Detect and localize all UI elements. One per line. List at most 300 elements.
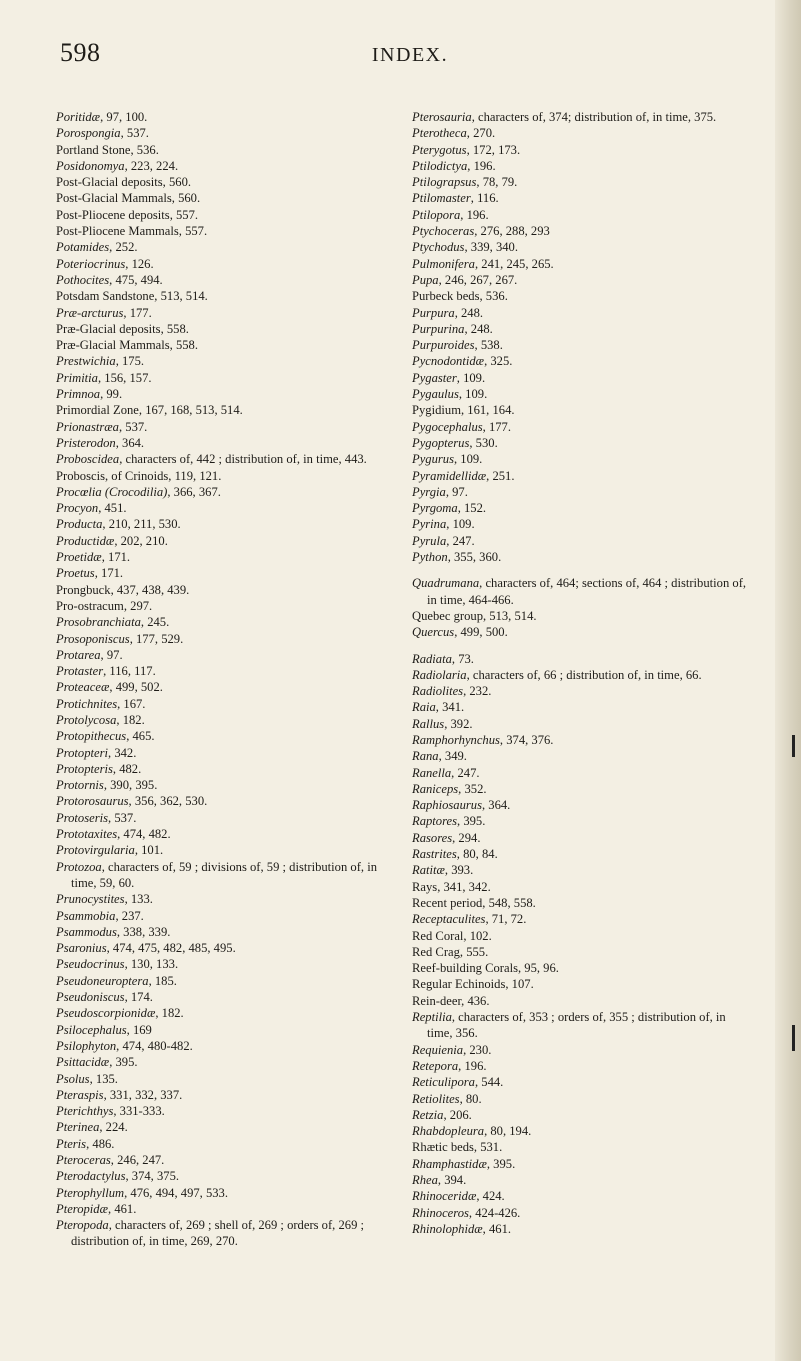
entry-term: Pteris <box>56 1136 87 1151</box>
index-entry <box>56 1136 394 1152</box>
index-entry <box>412 716 754 732</box>
entry-references: , 499, 502. <box>109 680 163 695</box>
index-entry <box>56 810 394 826</box>
index-entry <box>412 386 754 402</box>
entry-term: Prionastræa <box>56 419 119 434</box>
index-entry <box>412 830 754 846</box>
entry-references: , 80, 84. <box>456 847 498 862</box>
entry-references: , 99. <box>100 387 123 402</box>
entry-term: Red Crag, 555. <box>412 944 489 959</box>
entry-term: Ptilopora <box>412 207 461 222</box>
entry-references: , 97. <box>100 647 123 662</box>
index-entry <box>56 956 394 972</box>
index-entry <box>56 565 394 581</box>
index-entry <box>56 826 394 842</box>
entry-term: Purpura <box>412 305 455 320</box>
index-entry <box>412 813 754 829</box>
index-entry <box>412 846 754 862</box>
index-entry <box>56 598 394 614</box>
entry-term: Purpurina <box>412 321 465 336</box>
entry-term: Psilocephalus <box>56 1022 127 1037</box>
entry-term: Psammobia <box>56 908 116 923</box>
index-entry <box>412 765 754 781</box>
index-entry <box>56 761 394 777</box>
entry-references: , 237. <box>115 908 144 923</box>
index-entry <box>56 1119 394 1135</box>
index-entry <box>56 924 394 940</box>
entry-term: Rhinoceros <box>412 1205 469 1220</box>
entry-term: Producta <box>56 517 103 532</box>
index-entry <box>412 353 754 369</box>
entry-term: Pterosauria <box>412 110 472 124</box>
entry-references: , 171. <box>94 566 124 581</box>
index-entry <box>412 223 754 239</box>
index-entry <box>412 533 754 549</box>
entry-term: Rhamphastidæ <box>412 1156 487 1171</box>
entry-term: Pterotheca <box>412 126 467 141</box>
index-entry <box>412 125 754 141</box>
entry-references: , 80. <box>459 1091 482 1106</box>
entry-term: Prunocystites <box>56 892 125 907</box>
entry-term: Proteaceæ <box>56 680 110 695</box>
index-entry <box>56 1022 394 1038</box>
entry-term: Protoseris <box>56 810 109 825</box>
index-entry <box>56 631 394 647</box>
entry-references: , 451. <box>98 501 127 516</box>
entry-term: Quadrumana <box>412 576 480 591</box>
entry-term: Prosoponiscus <box>56 631 130 646</box>
entry-term: Prestwichia <box>56 354 116 369</box>
index-entry <box>412 190 754 206</box>
index-entry <box>412 321 754 337</box>
entry-term: Pyramidellidæ <box>412 468 487 483</box>
index-entry <box>412 895 754 911</box>
index-entry <box>56 239 394 255</box>
entry-references: , 461. <box>482 1221 512 1236</box>
index-entry <box>412 1091 754 1107</box>
entry-references: , 241, 245, 265. <box>474 256 554 271</box>
entry-references: , 341. <box>435 700 465 715</box>
entry-term: Ptychoceras <box>412 224 475 239</box>
entry-term: Ratitæ <box>412 863 445 878</box>
entry-term: Proetidæ <box>56 550 102 565</box>
entry-references: , 461. <box>108 1201 137 1216</box>
index-entry <box>412 1205 754 1221</box>
index-entry <box>56 647 394 663</box>
entry-term: Python <box>412 550 448 565</box>
entry-term: Primitia <box>56 370 98 385</box>
entry-references: , 167. <box>117 696 146 711</box>
entry-term: Post-Pliocene deposits, 557. <box>56 207 199 222</box>
entry-term: Purbeck beds, 536. <box>412 289 508 304</box>
entry-references: , 109. <box>456 370 486 385</box>
entry-term: Præ-arcturus <box>56 305 124 320</box>
entry-term: Pterygotus <box>412 142 467 157</box>
index-entry <box>56 125 394 141</box>
index-entry <box>56 288 394 304</box>
index-entry <box>56 402 394 418</box>
index-entry <box>412 944 754 960</box>
index-entry <box>412 911 754 927</box>
entry-references: , 133. <box>124 892 153 907</box>
entry-term: Pygocephalus <box>412 419 483 434</box>
entry-references: , characters of, 464; sections of, 464 ; distribution of, in time, 464-466. <box>427 576 747 607</box>
index-entry <box>56 272 394 288</box>
entry-term: Ptilomaster <box>412 191 471 206</box>
entry-references: , 126. <box>125 256 154 271</box>
index-entry <box>412 402 754 418</box>
index-entry <box>412 207 754 223</box>
entry-term: Rein-deer, 436. <box>412 993 490 1008</box>
entry-references: , 196. <box>460 207 489 222</box>
entry-term: Psolus <box>56 1071 90 1086</box>
entry-references: , 338, 339. <box>116 924 171 939</box>
entry-references: , 325. <box>484 354 513 369</box>
entry-references: , 331, 332, 337. <box>103 1087 183 1102</box>
entry-term: Posidonomya <box>56 158 125 173</box>
entry-references: , 196. <box>467 158 496 173</box>
index-entry <box>56 1087 394 1103</box>
entry-references: , 177. <box>482 419 511 434</box>
entry-references: , 474, 482. <box>117 827 171 842</box>
entry-references: , 182. <box>155 1006 184 1021</box>
entry-references: , 270. <box>466 126 496 141</box>
index-entry <box>412 484 754 500</box>
index-column-right <box>412 109 754 1237</box>
index-entry <box>412 993 754 1009</box>
entry-references: , 109. <box>453 452 483 467</box>
entry-term: Raniceps <box>412 781 459 796</box>
entry-term: Proetus <box>56 566 95 581</box>
index-entry <box>56 142 394 158</box>
entry-term: Protornis <box>56 778 104 793</box>
entry-term: Pterophyllum <box>56 1185 125 1200</box>
entry-references: , 499, 500. <box>454 625 508 640</box>
entry-term: Rhea <box>412 1173 438 1187</box>
entry-references: , 182. <box>116 712 145 727</box>
entry-references: , 185. <box>148 973 177 988</box>
index-entry <box>56 223 394 239</box>
page-number: 598 <box>60 38 101 67</box>
entry-references: , 538. <box>474 338 503 353</box>
entry-term: Pteroceras <box>56 1153 111 1167</box>
entry-references: , 465. <box>126 729 155 744</box>
entry-references: , 366, 367. <box>167 484 221 499</box>
entry-references: , 374, 376. <box>499 732 554 747</box>
index-entry <box>56 174 394 190</box>
entry-term: Protolycosa <box>56 712 117 727</box>
entry-references: , 342. <box>108 745 137 760</box>
index-entry <box>412 142 754 158</box>
entry-term: Protichnites <box>56 696 118 711</box>
entry-term: Retzia <box>412 1107 444 1122</box>
entry-references: , 392. <box>444 716 473 731</box>
entry-references: , 73. <box>451 651 474 666</box>
entry-references: , 339, 340. <box>464 240 518 255</box>
index-entry <box>412 1139 754 1155</box>
entry-references: , 486. <box>86 1136 115 1151</box>
entry-term: Pseudoniscus <box>56 990 125 1005</box>
index-entry <box>412 1042 754 1058</box>
index-entry <box>56 321 394 337</box>
index-entry <box>412 862 754 878</box>
entry-term: Rastrites <box>412 847 457 862</box>
entry-term: Quebec group, 513, 514. <box>412 608 537 623</box>
index-entry <box>56 533 394 549</box>
entry-references: , characters of, 59 ; divisions of, 59 ; distribution of, in time, 59, 60. <box>71 859 377 890</box>
section-gap <box>412 641 754 651</box>
index-entry <box>56 1168 394 1184</box>
index-entry <box>56 484 394 500</box>
entry-references: , 172, 173. <box>466 142 521 157</box>
entry-term: Reptilia <box>412 1010 452 1025</box>
index-entry <box>56 793 394 809</box>
entry-references: , 175. <box>115 354 145 369</box>
entry-references: , 156, 157. <box>97 370 152 385</box>
index-entry <box>412 1009 754 1042</box>
entry-references: , 349. <box>438 749 467 764</box>
entry-term: Psammodus <box>56 924 117 939</box>
entry-term: Post-Glacial deposits, 560. <box>56 175 192 190</box>
entry-term: Regular Echinoids, 107. <box>412 977 534 992</box>
index-entry <box>56 386 394 402</box>
index-entry <box>56 109 394 125</box>
index-entry <box>56 1185 394 1201</box>
index-entry <box>56 842 394 858</box>
entry-term: Poteriocrinus <box>56 256 126 271</box>
entry-references: , 537. <box>108 810 137 825</box>
entry-references: , 130, 133. <box>124 957 179 972</box>
index-entry <box>412 1172 754 1188</box>
edge-mark <box>792 1025 795 1051</box>
index-entry <box>412 732 754 748</box>
index-entry <box>412 699 754 715</box>
entry-references: , characters of, 374; distribution of, in time, 375. <box>471 110 717 124</box>
index-entry <box>56 777 394 793</box>
index-entry <box>412 337 754 353</box>
entry-term: Reef-building Corals, 95, 96. <box>412 961 559 976</box>
entry-references: , 394. <box>437 1173 467 1187</box>
entry-references: , 474, 475, 482, 485, 495. <box>106 941 236 956</box>
index-entry <box>412 239 754 255</box>
entry-references: , 177, 529. <box>129 631 184 646</box>
entry-term: Rasores <box>412 830 453 845</box>
entry-term: Rallus <box>412 716 445 731</box>
entry-term: Ramphorhynchus <box>412 732 500 747</box>
entry-term: Pro-ostracum, 297. <box>56 598 153 613</box>
entry-term: Potamides <box>56 240 110 255</box>
index-entry <box>412 1156 754 1172</box>
entry-references: , 80, 194. <box>484 1124 532 1139</box>
entry-references: , 78, 79. <box>476 175 518 190</box>
entry-references: , 245. <box>140 615 170 630</box>
index-entry <box>412 516 754 532</box>
entry-term: Ptychodus <box>412 240 465 255</box>
entry-references: , 252. <box>109 240 138 255</box>
entry-references: , 196. <box>458 1058 487 1073</box>
index-entry <box>56 1217 394 1250</box>
entry-term: Post-Glacial Mammals, 560. <box>56 191 201 206</box>
entry-term: Retiolites <box>412 1091 460 1106</box>
index-entry <box>56 435 394 451</box>
index-entry <box>56 207 394 223</box>
edge-mark <box>792 735 795 757</box>
entry-references: , characters of, 269 ; shell of, 269 ; orders of, 269 ; distribution of, in time, 269, 270. <box>71 1218 365 1249</box>
entry-term: Protovirgularia <box>56 843 135 858</box>
entry-term: Pothocites <box>56 272 110 287</box>
entry-references: , 374, 375. <box>125 1169 180 1184</box>
index-entry <box>412 370 754 386</box>
index-entry <box>56 582 394 598</box>
index-entry <box>412 174 754 190</box>
index-entry <box>56 305 394 321</box>
index-entry <box>412 1074 754 1090</box>
entry-references: , 101. <box>134 843 164 858</box>
index-entry <box>56 614 394 630</box>
entry-references: , 135. <box>89 1071 118 1086</box>
entry-term: Potsdam Sandstone, 513, 514. <box>56 289 208 304</box>
entry-term: Protarea <box>56 647 101 662</box>
entry-term: Præ-Glacial deposits, 558. <box>56 321 189 336</box>
entry-term: Radiolaria <box>412 667 467 682</box>
entry-term: Pyrula <box>412 533 447 548</box>
index-entry <box>56 158 394 174</box>
entry-term: Psilophyton <box>56 1038 117 1053</box>
entry-references: , 530. <box>469 435 498 450</box>
index-entry <box>412 158 754 174</box>
index-entry <box>412 608 754 624</box>
index-entry <box>412 272 754 288</box>
index-entry <box>412 960 754 976</box>
index-entry <box>412 500 754 516</box>
entry-term: Rana <box>412 749 439 764</box>
index-entry <box>56 663 394 679</box>
entry-references: , 230. <box>463 1042 492 1057</box>
index-entry <box>56 1071 394 1087</box>
entry-references: , 210, 211, 530. <box>102 517 181 532</box>
entry-references: , 224. <box>99 1120 128 1135</box>
entry-references: , 424. <box>476 1189 505 1204</box>
entry-references: , 177. <box>123 305 152 320</box>
entry-references: , 109. <box>446 517 475 532</box>
entry-references: , 475, 494. <box>109 272 163 287</box>
entry-references: , 251. <box>486 468 515 483</box>
entry-references: , 474, 480-482. <box>116 1038 193 1053</box>
entry-term: Præ-Glacial Mammals, 558. <box>56 338 199 353</box>
index-entry <box>56 1201 394 1217</box>
index-entry <box>412 781 754 797</box>
index-entry <box>56 419 394 435</box>
entry-references: , 202, 210. <box>114 533 168 548</box>
entry-term: Ranella <box>412 765 452 780</box>
index-entry <box>412 305 754 321</box>
entry-term: Primordial Zone, 167, 168, 513, 514. <box>56 403 243 418</box>
entry-term: Protopteris <box>56 761 113 776</box>
entry-references: , 294. <box>452 830 481 845</box>
entry-references: , characters of, 66 ; distribution of, in time, 66. <box>466 667 702 682</box>
index-entry <box>56 745 394 761</box>
entry-references: , 71, 72. <box>485 912 527 927</box>
index-entry <box>412 468 754 484</box>
index-entry <box>412 435 754 451</box>
index-entry <box>56 190 394 206</box>
entry-references: , 246, 247. <box>110 1153 165 1167</box>
entry-term: Psittacidæ <box>56 1055 110 1070</box>
entry-term: Protaster <box>56 664 104 679</box>
entry-references: , 393. <box>444 863 474 878</box>
entry-term: Receptaculites <box>412 912 486 927</box>
entry-term: Radiolites <box>412 684 464 699</box>
entry-term: Rhinolophidæ <box>412 1221 483 1236</box>
index-entry <box>56 1054 394 1070</box>
index-entry <box>412 624 754 640</box>
index-entry <box>56 337 394 353</box>
entry-references: , 355, 360. <box>447 550 502 565</box>
entry-term: Productidæ <box>56 533 115 548</box>
entry-term: Pteropoda <box>56 1218 109 1233</box>
entry-term: Rays, 341, 342. <box>412 879 491 894</box>
entry-term: Poritidæ <box>56 110 101 124</box>
index-entry <box>412 976 754 992</box>
entry-term: Radiata <box>412 651 452 666</box>
entry-references: , 174. <box>124 990 153 1005</box>
entry-term: Raia <box>412 700 436 715</box>
entry-references: , 247. <box>446 533 475 548</box>
index-entry <box>56 549 394 565</box>
entry-term: Ptilodictya <box>412 158 468 173</box>
index-entry <box>412 797 754 813</box>
entry-term: Pteropidæ <box>56 1201 109 1216</box>
index-entry <box>412 1107 754 1123</box>
index-column-left <box>56 109 394 1250</box>
entry-term: Pupa <box>412 272 439 287</box>
entry-references: , 97. <box>445 484 468 499</box>
index-entry <box>412 651 754 667</box>
entry-term: Portland Stone, 536. <box>56 142 159 157</box>
entry-term: Raptores <box>412 814 458 829</box>
entry-term: Reticulipora <box>412 1075 475 1090</box>
running-title: INDEX. <box>371 44 449 66</box>
index-entry <box>56 256 394 272</box>
entry-term: Protorosaurus <box>56 794 129 809</box>
index-entry <box>56 696 394 712</box>
entry-references: , 364. <box>481 798 511 813</box>
entry-references: , 352. <box>458 781 487 796</box>
index-entry <box>56 728 394 744</box>
entry-term: Pygopterus <box>412 435 470 450</box>
entry-term: Rhætic beds, 531. <box>412 1140 503 1155</box>
entry-term: Pygurus <box>412 452 454 467</box>
index-entry <box>412 256 754 272</box>
entry-references: , 395. <box>109 1055 138 1070</box>
entry-term: Pterodactylus <box>56 1169 126 1184</box>
entry-references: , 232. <box>463 684 492 699</box>
entry-term: Pygidium, 161, 164. <box>412 403 515 418</box>
index-entry <box>56 353 394 369</box>
index-entry <box>56 1038 394 1054</box>
index-entry <box>412 1123 754 1139</box>
entry-term: Red Coral, 102. <box>412 928 492 943</box>
entry-references: , 248. <box>464 321 493 336</box>
entry-term: Pterichthys <box>56 1104 114 1119</box>
entry-term: Pseudocrinus <box>56 957 125 972</box>
index-entry <box>412 451 754 467</box>
entry-term: Pyrgia <box>412 484 446 499</box>
entry-term: Ptilograpsus <box>412 175 477 190</box>
section-gap <box>412 565 754 575</box>
entry-references: , 246, 267, 267. <box>438 272 518 287</box>
entry-term: Pristerodon <box>56 435 116 450</box>
